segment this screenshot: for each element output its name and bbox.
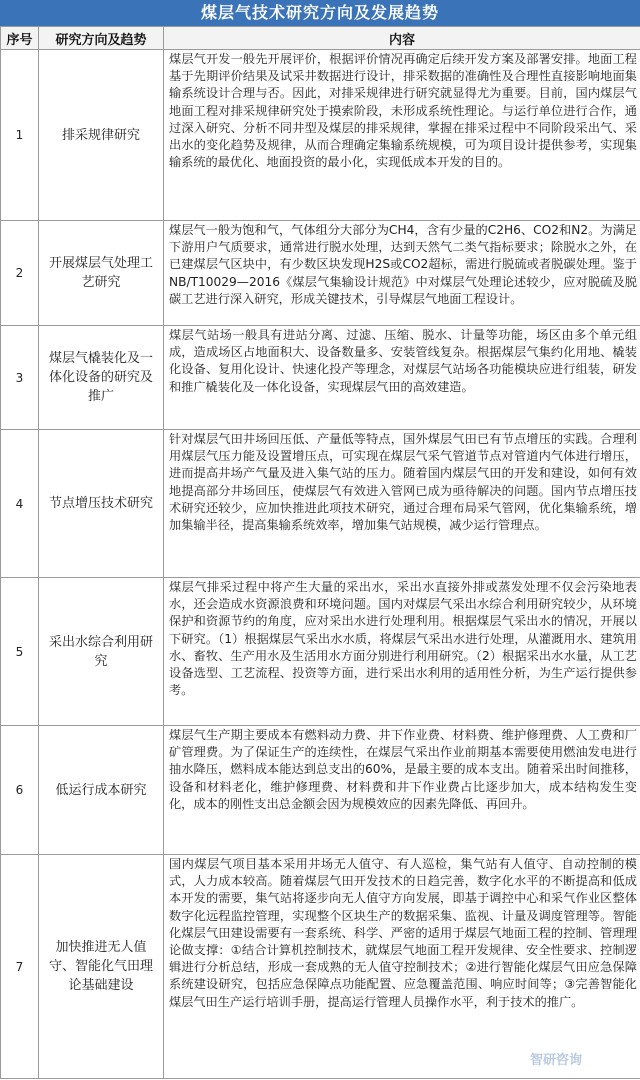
row-number: 6 [1,726,39,855]
table-row [1,221,640,326]
table-row [1,726,640,855]
row-number: 7 [1,855,39,1079]
table-row [1,430,640,578]
row-direction: 节点增压技术研究 [39,430,164,578]
row-direction: 排采规律研究 [39,50,164,221]
table-title: 煤层气技术研究方向及发展趋势 [0,0,640,26]
row-content: 煤层气站场一般具有进站分离、过滤、压缩、脱水、计量等功能，场区由多个单元组成，造成场区占地面积大、设备数量多、安装管线复杂。根据煤层气集约化用地、橇装化设备、复用化设计、快速化投产等理念，对煤层气站场各功能模块应进行组装，研发和推广橇装化及一体化设备，实现煤层气田的高效建造。 [164,326,640,430]
row-number: 4 [1,430,39,578]
table-row [1,326,640,430]
row-content: 国内煤层气项目基本采用井场无人值守、有人巡检，集气站有人值守、自动控制的模式，人力成本较高。随着煤层气田开发技术的日趋完善，数字化水平的不断提高和低成本开发的需要，集气站将逐步向无人值守方向发展，即基于调控中心和采气作业区整体数字化远程监控管理，实现整个区块生产的数据采集、监视、计量及调度管理等。智能化煤层气田建设需要有一套系统、科学、严密的适用于煤层气地面工程的控制、管理理论做支撑：①结合计算机控制技术，就煤层气地面工程开发规律、安全性要求、控制逻辑进行分析总结，形成一套成熟的无人值守控制技术；②进行智能化煤层气田应急保障系统建设研究，包括应急保障点功能配置、应急覆盖范围、响应时间等；③完善智能化煤层气田生产运行培训手册，提高运行管理人员操作水平，利于技术的推广。 [164,855,640,1079]
row-content: 煤层气开发一般先开展评价，根据评价情况再确定后续开发方案及部署安排。地面工程基于先期评价结果及试采井数据进行设计，排采数据的准确性及合理性直接影响地面集输系统设计合理与否。因此，对排采规律进行研究就显得尤为重要。目前，国内煤层气地面工程对排采规律研究处于摸索阶段，未形成系统性理论。与运行单位进行合作，通过深入研究、分析不同井型及煤层的排采规律，掌握在排采过程中不同阶段采出气、采出水的变化趋势及规律，从而合理确定集输系统规模，可为项目设计提供参考，实现集输系统的最优化、地面投资的最小化，实现低成本开发的目的。 [164,50,640,221]
row-direction: 低运行成本研究 [39,726,164,855]
watermark-logo: 智研咨询 [529,1053,582,1068]
row-direction: 开展煤层气处理工艺研究 [39,221,164,326]
header-content: 内容 [164,27,640,50]
row-content: 煤层气生产期主要成本有燃料动力费、井下作业费、材料费、维护修理费、人工费和厂矿管理费。为了保证生产的连续性，在煤层气采出作业前期基本需要使用燃油发电进行抽水降压，燃料成本能达到总支出的60%，是最主要的成本支出。随着采出时间推移，设备和材料老化，维护修理费、材料费和井下作业费占比逐步加大，成本结构发生变化，成本的刚性支出总金额会因为规模效应的因素先降低、再回升。 [164,726,640,855]
table-row [1,855,640,1079]
row-content: 煤层气排采过程中将产生大量的采出水，采出水直接外排或蒸发处理不仅会污染地表水，还会造成水资源浪费和环境问题。国内对煤层气采出水综合利用研究较少，从环境保护和资源节约的角度，应对采出水进行处理利用。根据煤层气采出水的情况，开展以下研究。（1）根据煤层气采出水水质，将煤层气采出水进行处理，从灌溉用水、建筑用水、畜牧、生产用水及生活用水方面分别进行利用研究。（2）根据采出水水量，从工艺设备选型、工艺流程、投资等方面，进行采出水利用的适用性分析，为生产运行提供参考。 [164,578,640,726]
table-row [1,50,640,221]
row-content: 煤层气一般为饱和气，气体组分大部分为CH4，含有少量的C2H6、CO2和N2。为满足下游用户气质要求，通常进行脱水处理，达到天然气二类气指标要求；除脱水之外，在已建煤层气区块中，有少数区块发现H2S或CO2超标，需进行脱硫或者脱碳处理。鉴于NB/T10029—2016《煤层气集输设计规范》中对煤层气处理论述较少，应对脱硫及脱碳工艺进行深入研究，形成关键技术，引导煤层气地面工程设计。 [164,221,640,326]
row-number: 5 [1,578,39,726]
row-content: 针对煤层气田井场回压低、产量低等特点，国外煤层气田已有节点增压的实践。合理利用煤层气压力能及设置增压点，可实现在煤层气采气管道节点对管道内气体进行增压，进而提高井场产气量及进入集气站的压力。随着国内煤层气田的开发和建设，如何有效地提高部分井场回压，使煤层气有效进入管网已成为亟待解决的问题。国内节点增压技术研究还较少，应加快推进此项技术研究，通过合理布局采气管网，优化集输系统，增加集输半径，提高集输系统效率，增加集气站规模，减少运行管理点。 [164,430,640,578]
table-row [1,578,640,726]
row-number: 3 [1,326,39,430]
row-number: 2 [1,221,39,326]
row-direction: 加快推进无人值守、智能化气田理论基础建设 [39,855,164,1079]
header-direction: 研究方向及趋势 [39,27,164,50]
row-number: 1 [1,50,39,221]
row-direction: 采出水综合利用研究 [39,578,164,726]
research-table [0,26,640,1079]
header-row [1,27,640,50]
row-direction: 煤层气橇装化及一体化设备的研究及推广 [39,326,164,430]
header-no: 序号 [1,27,39,50]
